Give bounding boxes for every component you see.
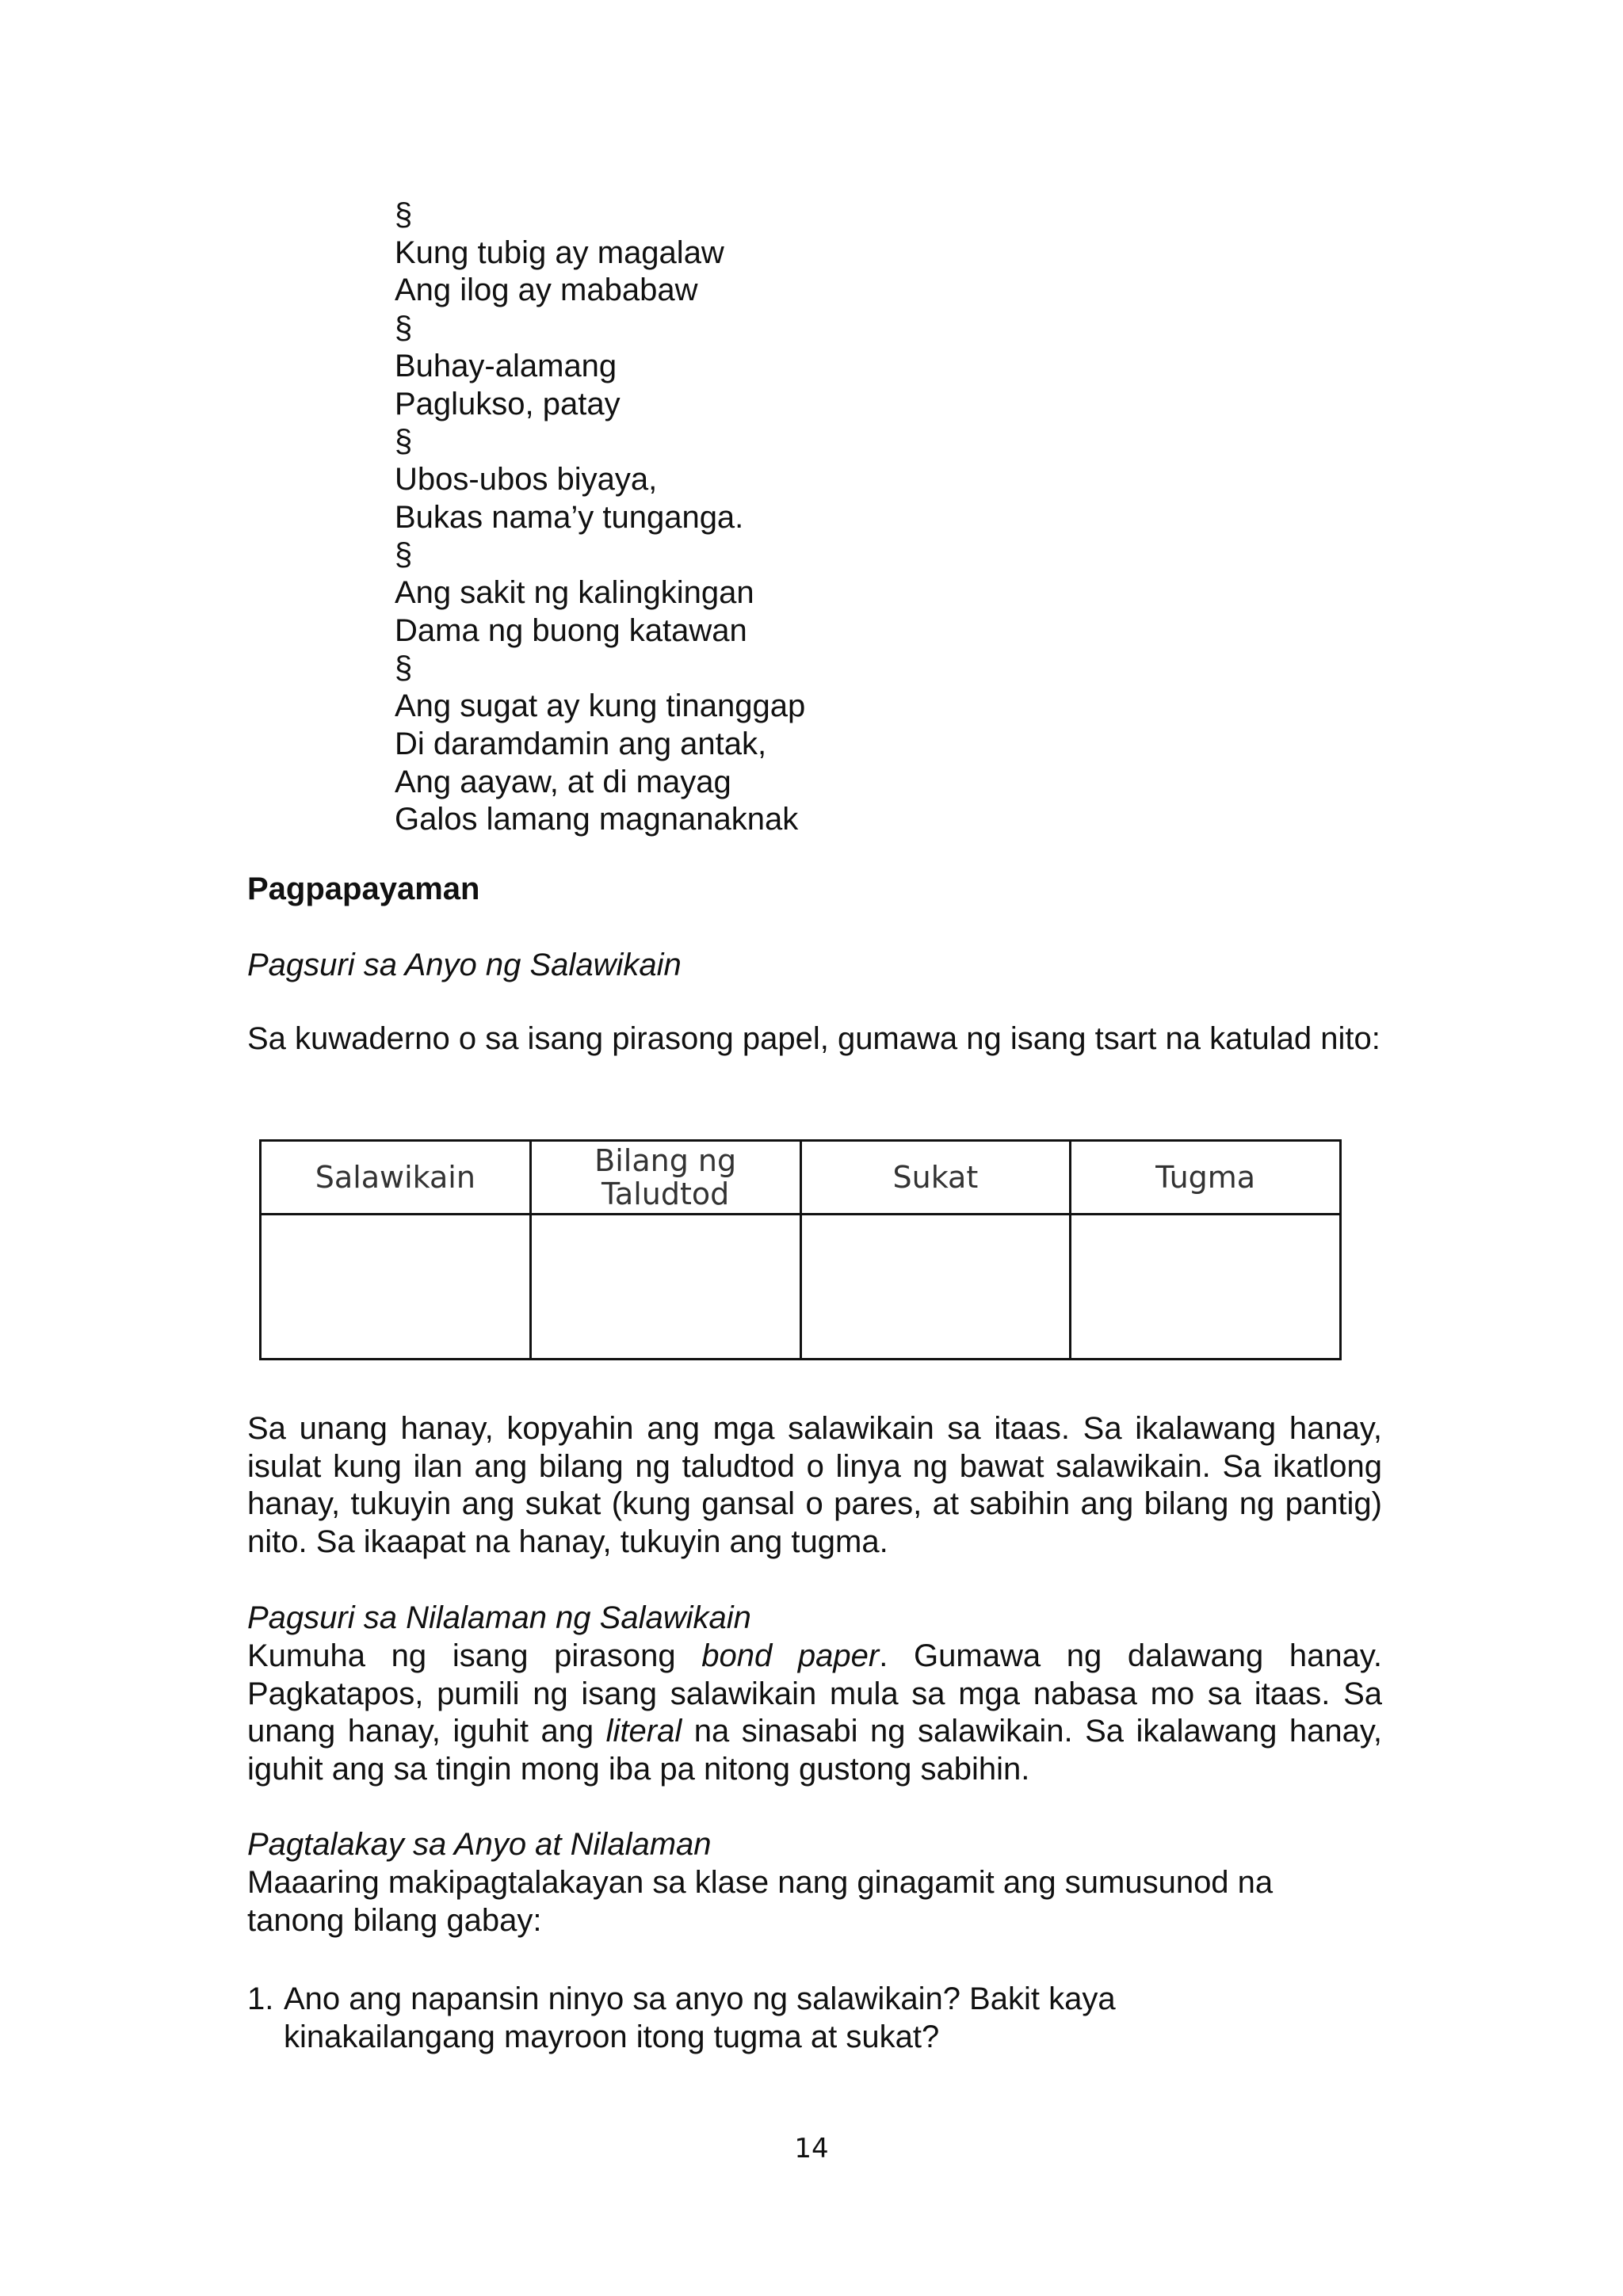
proverb-line: Di daramdamin ang antak,	[395, 726, 767, 761]
page-number: 14	[794, 2133, 829, 2164]
proverb-line: Ang sakit ng kalingkingan	[395, 575, 754, 611]
proverb-line: Dama ng buong katawan	[395, 612, 747, 648]
proverb-list	[395, 196, 805, 839]
part2-text: na sinasabi ng salawikain. Sa ikalawang hanay, iguhit ang sa tingin mong iba pa nitong gustong sabihin.	[247, 1714, 1382, 1787]
table-header-row	[261, 1141, 1341, 1215]
table-cell	[261, 1215, 531, 1360]
proverb-line: Kung tubig ay magalaw	[395, 235, 724, 270]
table-row	[261, 1215, 1341, 1360]
part1-title: Pagsuri sa Anyo ng Salawikain	[247, 948, 682, 982]
part1-instruction: Sa kuwaderno o sa isang pirasong papel, gumawa ng isang tsart na katulad nito:	[247, 1021, 1381, 1056]
question-list	[247, 1981, 1382, 2056]
section-mark: §	[395, 424, 413, 460]
question-line: kinakailangang mayroon itong tugma at sukat?	[284, 2019, 940, 2054]
section-title: Pagpapayaman	[247, 871, 480, 906]
list-item	[247, 1981, 1382, 2056]
question-line: Ano ang napansin ninyo sa anyo ng salawikain? Bakit kaya	[284, 1981, 1116, 2016]
proverb-line: Ang aayaw, at di mayag	[395, 764, 731, 799]
table-cell	[1071, 1215, 1341, 1360]
column-header-tugma: Tugma	[1071, 1141, 1341, 1215]
proverb-line: Bukas nama’y tunganga.	[395, 499, 744, 535]
section-mark: §	[395, 537, 413, 573]
question-number: 1.	[247, 1981, 274, 2016]
part2-emphasis: bond paper	[701, 1638, 880, 1673]
column-header-sukat: Sukat	[800, 1141, 1071, 1215]
proverb-line: Ubos-ubos biyaya,	[395, 461, 658, 497]
part1-explanation: Sa unang hanay, kopyahin ang mga salawikain sa itaas. Sa ikalawang hanay, isulat kung ilan ang bilang ng taludtod o linya ng bawat salawikain. Sa ikatlong hanay, tukuyin ang sukat (kung gansal o pares, at sabihin ang bilang ng pantig) nito. Sa ikaapat na hanay, tukuyin ang tugma.	[247, 1411, 1382, 1560]
worksheet-table	[259, 1139, 1342, 1360]
column-header-bilang: Bilang ng Taludtod	[530, 1141, 800, 1215]
part2-paragraph	[247, 1638, 1382, 1789]
section-mark: §	[395, 311, 413, 346]
proverb-line: Ang sugat ay kung tinanggap	[395, 688, 806, 724]
proverb-line: Galos lamang magnanaknak	[395, 802, 799, 837]
part2-text: Kumuha ng isang pirasong	[247, 1638, 702, 1673]
part2-emphasis: literal	[605, 1714, 682, 1749]
part3-title: Pagtalakay sa Anyo at Nilalaman	[247, 1827, 712, 1862]
proverb-line: Ang ilog ay mababaw	[395, 273, 698, 308]
part2-title: Pagsuri sa Nilalaman ng Salawikain	[247, 1600, 751, 1635]
table-cell	[530, 1215, 800, 1360]
section-mark: §	[395, 650, 413, 686]
table-cell	[800, 1215, 1071, 1360]
section-mark: §	[395, 197, 413, 232]
part2-text: . Gumawa ng dalawang hanay. Pagkatapos, pumili ng isang salawikain mula sa mga nabasa mo sa itaas. Sa unang hanay, iguhit ang	[247, 1638, 1382, 1749]
question-text	[284, 1981, 1116, 2056]
part3-intro: Maaaring makipagtalakayan sa klase nang ginagamit ang sumusunod na tanong bilang gabay:	[247, 1865, 1274, 1938]
proverb-line: Paglukso, patay	[395, 386, 621, 421]
column-header-salawikain: Salawikain	[261, 1141, 531, 1215]
proverb-line: Buhay-alamang	[395, 348, 617, 383]
